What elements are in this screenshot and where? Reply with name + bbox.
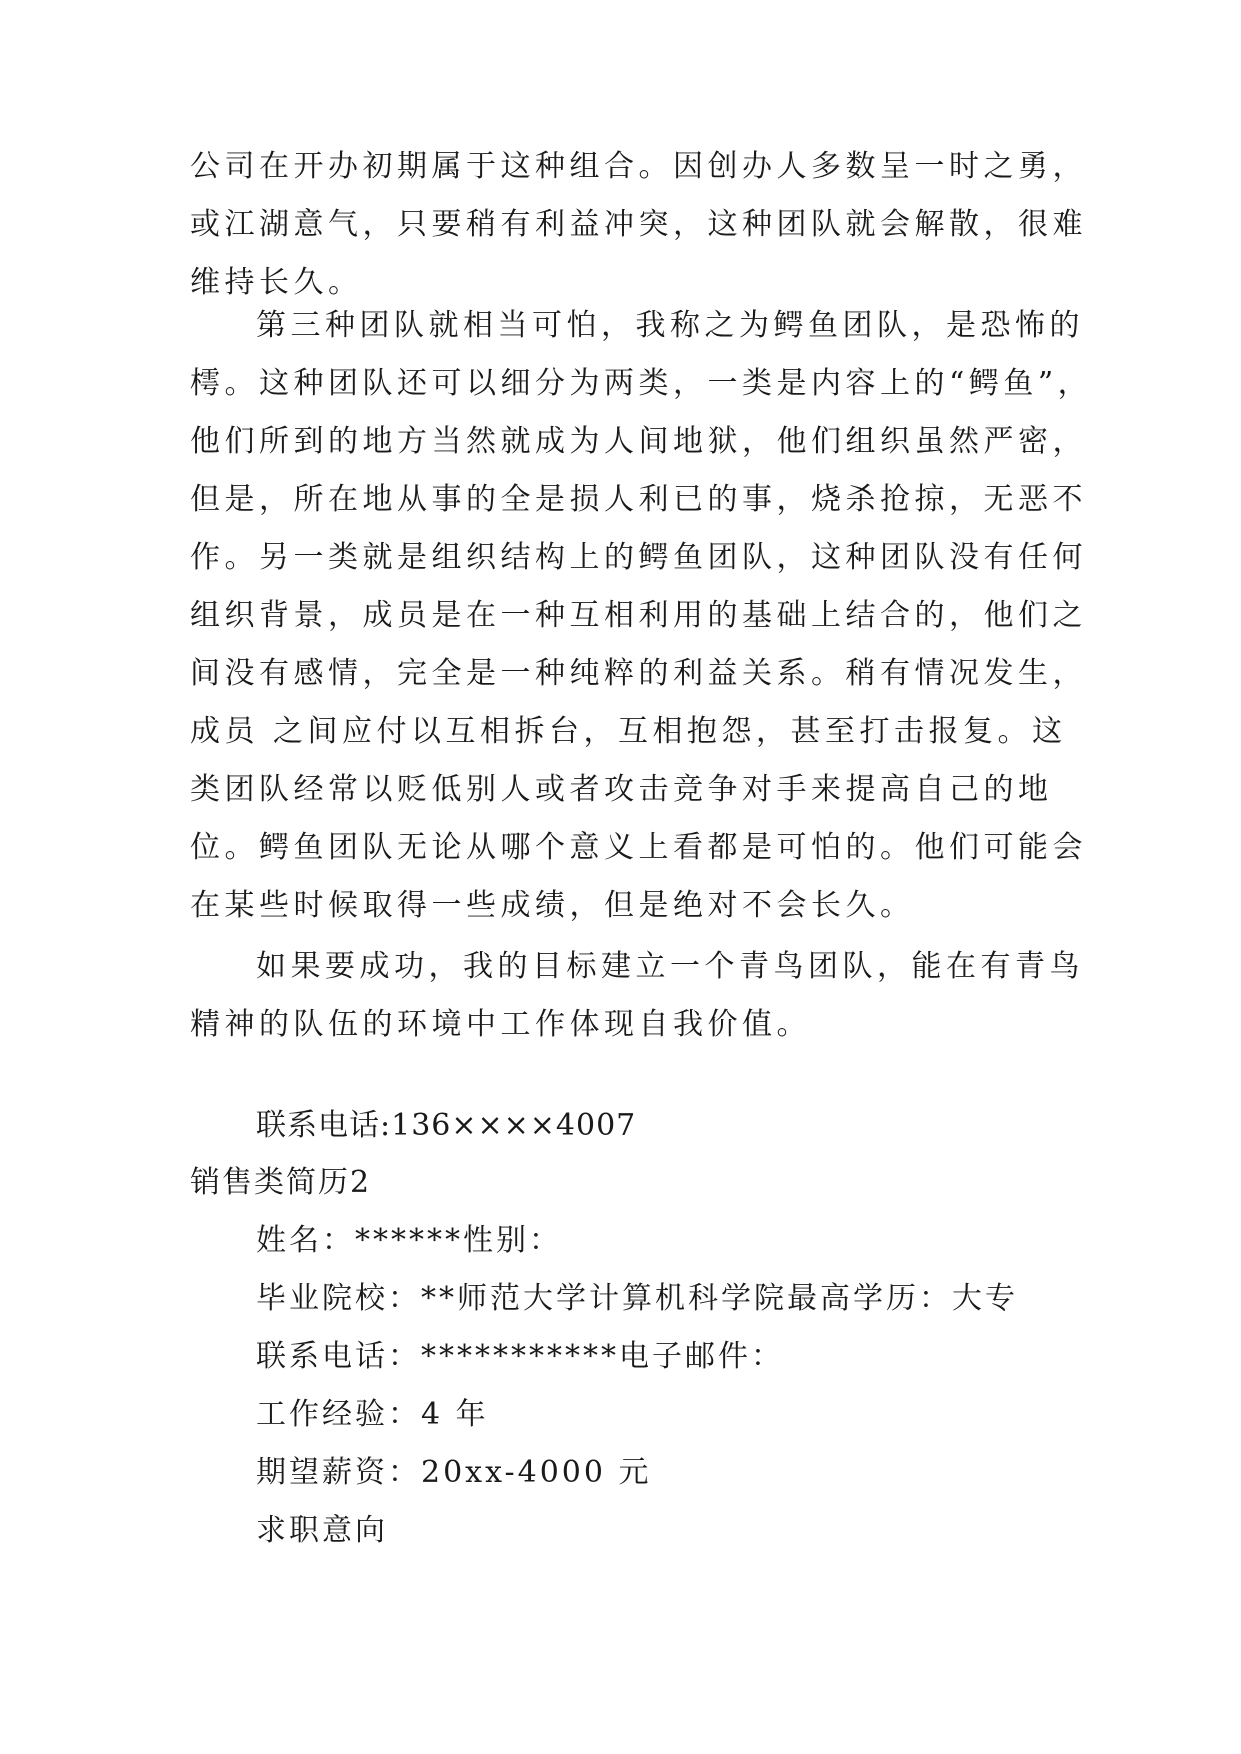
paragraph-3 (190, 938, 1084, 1054)
section-title-text: 销售类简历2 (190, 1165, 372, 1200)
text-line: 位。鳄鱼团队无论从哪个意义上看都是可怕的。他们可能会 (190, 830, 1087, 865)
text-line: 第三种团队就相当可怕，我称之为鳄鱼团队，是恐怖的 (256, 308, 1084, 343)
field-name: 姓名：******性别： (256, 1223, 562, 1258)
section-title (190, 1154, 1070, 1212)
text-line: 公司在开办初期属于这种组合。因创办人多数呈一时之勇， (190, 149, 1087, 184)
text-line: 作。另一类就是组织结构上的鳄鱼团队，这种团队没有任何 (190, 540, 1087, 575)
field-intention: 求职意向 (256, 1513, 388, 1548)
text-line: 间没有感情，完全是一种纯粹的利益关系。稍有情况发生， (190, 656, 1087, 691)
resume-fields (190, 1212, 1070, 1560)
text-line: 在某些时候取得一些成绩，但是绝对不会长久。 (190, 888, 915, 923)
text-line: 如果要成功，我的目标建立一个青鸟团队，能在有青鸟 (256, 949, 1084, 984)
contact-phone-text: 联系电话:136××××4007 (256, 1108, 637, 1143)
paragraph-1 (190, 138, 1087, 312)
field-school: 毕业院校：**师范大学计算机科学院最高学历：大专 (256, 1281, 1018, 1316)
field-phone: 联系电话：***********电子邮件： (256, 1339, 784, 1374)
text-line: 类团队经常以贬低别人或者攻击竞争对手来提高自己的地 (190, 772, 1053, 807)
text-line: 组织背景，成员是在一种互相利用的基础上结合的，他们之 (190, 598, 1087, 633)
text-line: 成员 之间应付以互相拆台，互相抱怨，甚至打击报复。这 (190, 714, 1067, 749)
text-line: 他们所到的地方当然就成为人间地狱，他们组织虽然严密， (190, 424, 1087, 459)
field-experience: 工作经验：4 年 (256, 1397, 489, 1432)
paragraph-2 (190, 297, 1093, 935)
text-line: 或江湖意气，只要稍有利益冲突，这种团队就会解散，很难 (190, 207, 1087, 242)
contact-line (190, 1097, 1070, 1155)
text-line: 精神的队伍的环境中工作体现自我价值。 (190, 1007, 811, 1042)
text-line: 维持长久。 (190, 265, 363, 300)
text-line: 樗。这种团队还可以细分为两类，一类是内容上的“鳄鱼”， (190, 366, 1093, 401)
field-salary: 期望薪资：20xx-4000 元 (256, 1455, 652, 1490)
text-line: 但是，所在地从事的全是损人利已的事，烧杀抢掠，无恶不 (190, 482, 1087, 517)
